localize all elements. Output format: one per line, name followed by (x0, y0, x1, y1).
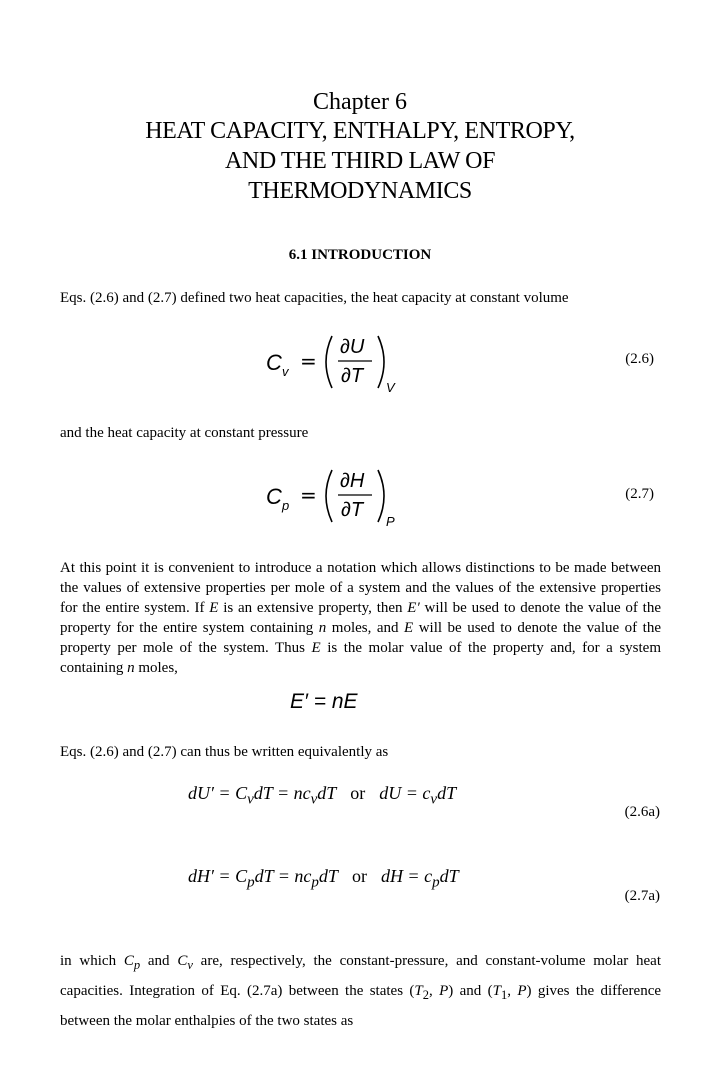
eq27-denominator: ∂T (341, 499, 364, 521)
eq26-right-paren (378, 336, 384, 388)
chapter-label: Chapter 6 (313, 89, 407, 115)
equation-number-2-7: (2.7) (625, 486, 654, 502)
eq26-left-paren (326, 336, 332, 388)
eq27-lhs-sub: p (282, 498, 290, 513)
equation-2-7 (260, 462, 410, 530)
paragraph-2: and the heat capacity at constant pressure (60, 425, 309, 441)
equation-E-prime: E′ = nE (290, 690, 358, 713)
equation-number-2-6a: (2.6a) (624, 804, 660, 820)
eq27-numerator: ∂H (340, 470, 365, 492)
eq27-left-paren (326, 470, 332, 522)
equation-2-6a: $dU' = C_vdT = nc_vdT$ or dU = $c_vdT$ (188, 783, 457, 808)
eq26-subscript: V (386, 380, 395, 395)
chapter-title-block (0, 88, 720, 206)
equation-2-6 (260, 328, 410, 396)
paragraph-3: At this point it is convenient to introduce a notation which allows distinctions to be made between the values of extensive properties per mole of a system and the values of the extensive properties for the entire system. If E is an extensive property, then E′ will be used to denote the value of the property for the entire system containing n moles, and E will be used to denote the value of the property per mole of the system. Thus E is the molar value of the property and, for a system containing n moles, (60, 560, 661, 676)
equation-2-7a: $dH' = C_pdT = nc_pdT$ or dH = $c_pdT$ (188, 866, 459, 891)
eq26-lhs: C (266, 350, 282, 375)
equation-number-2-6: (2.6) (625, 351, 654, 367)
eq27-equals: = (300, 483, 317, 507)
eq26-denominator: ∂T (341, 365, 364, 387)
chapter-title-line-2: AND THE THIRD LAW OF (224, 148, 496, 174)
equation-number-2-7a: (2.7a) (624, 888, 660, 904)
eq27-right-paren (378, 470, 384, 522)
eq26-equals: = (300, 349, 317, 373)
eq27-subscript: P (386, 514, 395, 529)
paragraph-1: Eqs. (2.6) and (2.7) defined two heat capacities, the heat capacity at constant volume (60, 290, 569, 306)
section-heading: 6.1 INTRODUCTION (288, 247, 432, 263)
eq27-lhs: C (266, 484, 282, 509)
eq26-numerator: ∂U (340, 336, 365, 358)
chapter-title-line-1: HEAT CAPACITY, ENTHALPY, ENTROPY, (145, 118, 575, 144)
chapter-title-line-3: THERMODYNAMICS (248, 178, 472, 204)
paragraph-5: in which $C_p$ and $C_v$ are, respectively, the constant-pressure, and constant-volume molar heat capacities. Integration of Eq. (2.7a) between the states ($T_2$, P) and ($T_1$, P) gives the difference between the molar enthalpies of the two states as (60, 953, 662, 1029)
paragraph-4: Eqs. (2.6) and (2.7) can thus be written equivalently as (60, 744, 389, 760)
eq26-lhs-sub: v (282, 364, 289, 379)
